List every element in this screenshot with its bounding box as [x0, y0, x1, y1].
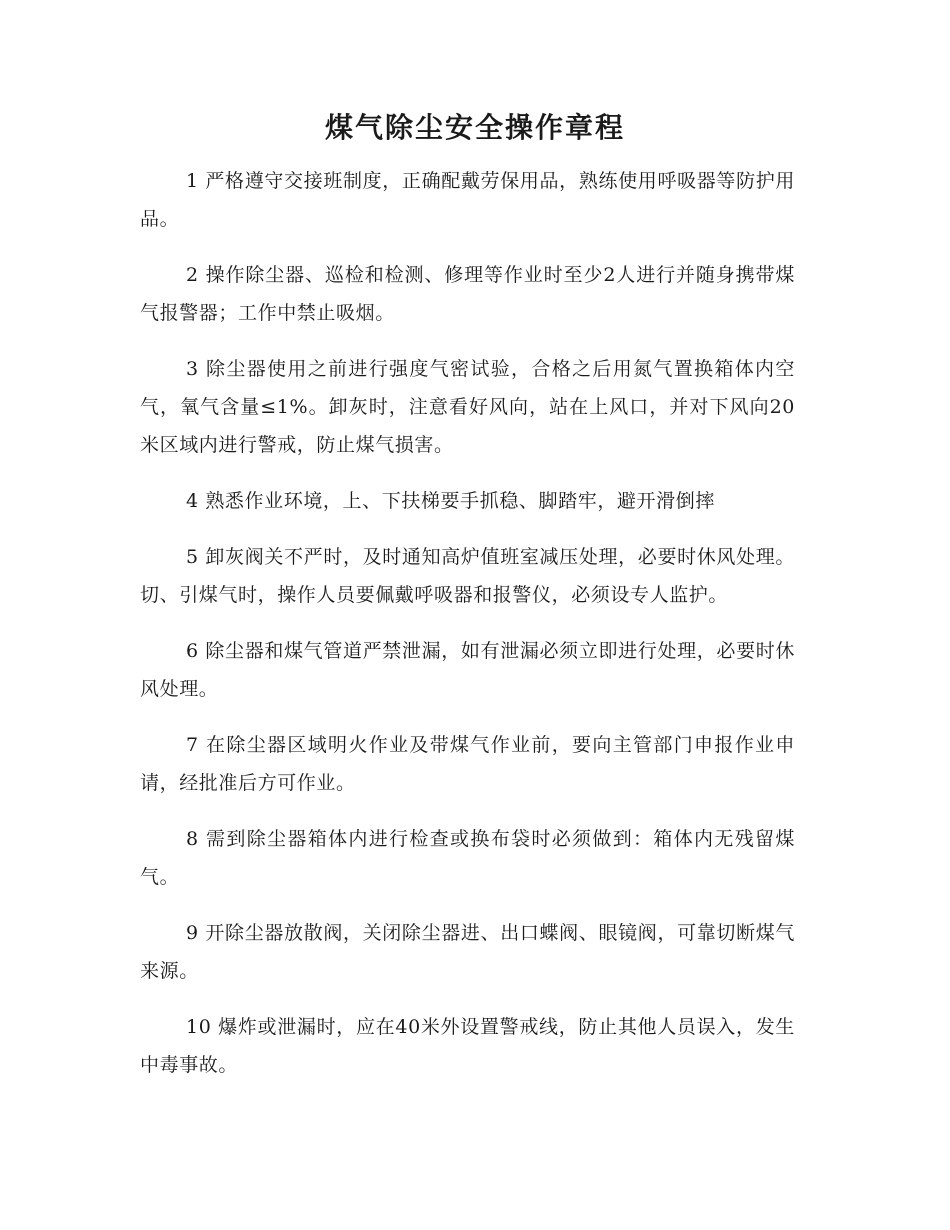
document-title: 煤气除尘安全操作章程: [324, 111, 625, 144]
paragraph-8: 8 需到除尘器箱体内进行检查或换布袋时必须做到：箱体内无残留煤气。: [140, 828, 795, 888]
paragraph-1: 1 严格遵守交接班制度，正确配戴劳保用品，熟练使用呼吸器等防护用品。: [140, 170, 795, 230]
paragraph-2: 2 操作除尘器、巡检和检测、修理等作业时至少2人进行并随身携带煤气报警器；工作中禁止吸烟。: [140, 264, 795, 324]
paragraph-4: 4 熟悉作业环境，上、下扶梯要手抓稳、脚踏牢，避开滑倒摔: [186, 490, 715, 512]
paragraph-6: 6 除尘器和煤气管道严禁泄漏，如有泄漏必须立即进行处理，必要时休风处理。: [140, 640, 795, 700]
paragraph-10: 10 爆炸或泄漏时，应在40米外设置警戒线，防止其他人员误入，发生中毒事故。: [140, 1016, 795, 1076]
document-body: [140, 162, 795, 1102]
paragraph-7: 7 在除尘器区域明火作业及带煤气作业前，要向主管部门申报作业申请，经批准后方可作业。: [140, 734, 795, 794]
paragraph-5: 5 卸灰阀关不严时，及时通知高炉值班室减压处理，必要时休风处理。切、引煤气时，操作人员要佩戴呼吸器和报警仪，必须设专人监护。: [140, 546, 795, 606]
paragraph-9: 9 开除尘器放散阀，关闭除尘器进、出口蝶阀、眼镜阀，可靠切断煤气来源。: [140, 922, 795, 982]
paragraph-3: 3 除尘器使用之前进行强度气密试验，合格之后用氮气置换箱体内空气，氧气含量≤1%。卸灰时，注意看好风向，站在上风口，并对下风向20米区域内进行警戒，防止煤气损害。: [140, 358, 795, 456]
